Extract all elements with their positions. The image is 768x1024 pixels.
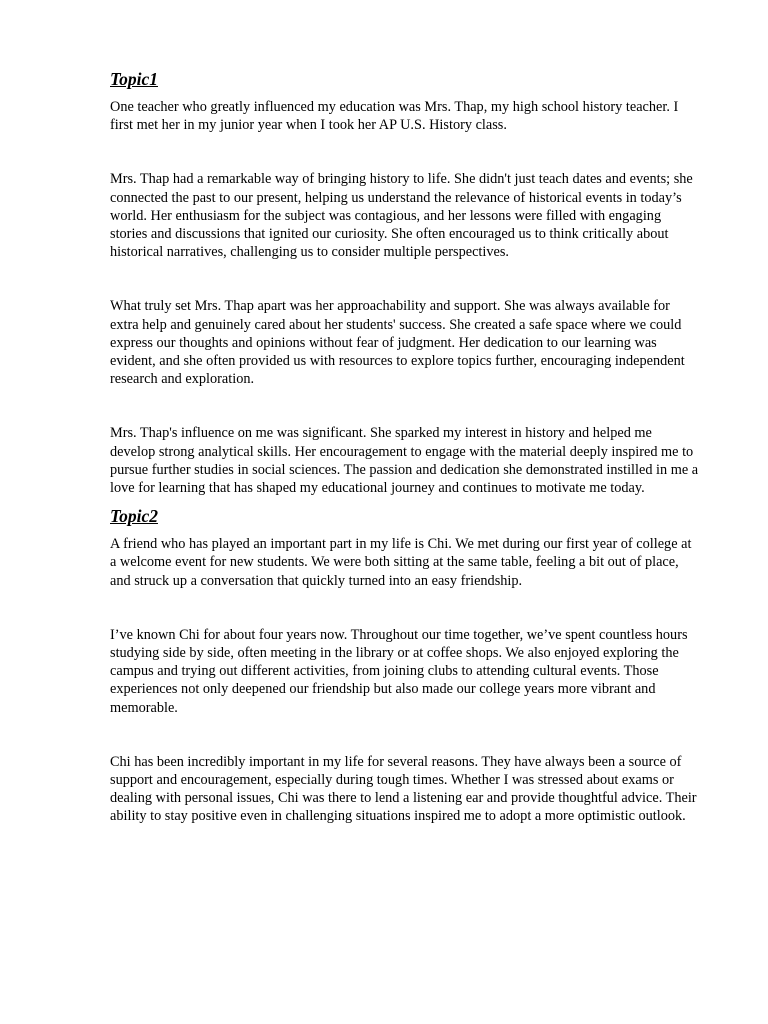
topic2-paragraph: I’ve known Chi for about four years now. Throughout our time together, we’ve spent countless hours studying side by side, often meeting in the library or at coffee shops. We also enjoyed exploring the campus and trying out different activities, from joining clubs to attending cultural events. Those experiences not only deepened our friendship but also made our college years more vibrant and memorable.: [110, 626, 688, 716]
topic1-paragraph: What truly set Mrs. Thap apart was her approachability and support. She was always available for extra help and genuinely cared about her students' success. She created a safe space where we could express our thoughts and opinions without fear of judgment. Her dedication to our learning was evident, and she often provided us with resources to explore topics further, encouraging independent research and exploration.: [110, 298, 685, 388]
document-body: [110, 68, 700, 826]
topic2-paragraph: A friend who has played an important part in my life is Chi. We met during our first year of college at a welcome event for new students. We were both sitting at the same table, feeling a bit out of place, and struck up a conversation that quickly turned into an easy friendship.: [110, 536, 692, 589]
topic1-paragraph: Mrs. Thap's influence on me was significant. She sparked my interest in history and helped me develop strong analytical skills. Her encouragement to engage with the material deeply inspired me to pursue further studies in social sciences. The passion and dedication she demonstrated instilled in me a love for learning that has shaped my educational journey and continues to motivate me today.: [110, 425, 699, 497]
topic1-paragraph: One teacher who greatly influenced my education was Mrs. Thap, my high school history teacher. I first met her in my junior year when I took her AP U.S. History class.: [110, 99, 679, 134]
topic1-heading: Topic1: [110, 69, 158, 89]
topic2-paragraph: Chi has been incredibly important in my life for several reasons. They have always been a source of support and encouragement, especially during tough times. Whether I was stressed about exams or dealing with personal issues, Chi was there to lend a listening ear and provide thoughtful advice. Their ability to stay positive even in challenging situations inspired me to adopt a more optimistic outlook.: [110, 753, 697, 825]
topic1-paragraph: Mrs. Thap had a remarkable way of bringing history to life. She didn't just teach dates and events; she connected the past to our present, helping us understand the relevance of historical events in today’s world. Her enthusiasm for the subject was contagious, and her lessons were filled with engaging stories and discussions that ignited our curiosity. She often encouraged us to think critically about historical narratives, challenging us to consider multiple perspectives.: [110, 171, 693, 261]
topic2-heading: Topic2: [110, 506, 158, 527]
